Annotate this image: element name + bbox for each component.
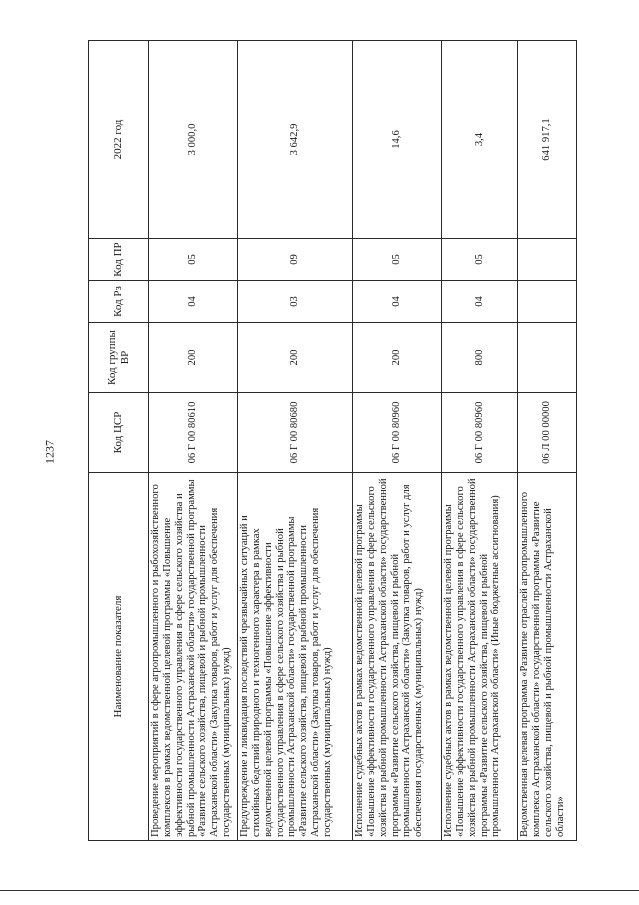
table-header-row [89, 41, 149, 841]
row-pr [518, 239, 577, 281]
table-row [238, 41, 353, 841]
row-pr: 09 [238, 239, 353, 281]
header-vr: Код группы ВР [89, 323, 149, 393]
table-row [353, 41, 442, 841]
header-pr: Код ПР [89, 239, 149, 281]
table-row [442, 41, 518, 841]
header-csr: Код ЦСР [89, 393, 149, 473]
row-pr: 05 [353, 239, 442, 281]
row-pr: 05 [442, 239, 518, 281]
row-name: Исполнение судебных актов в рамках ведомственной целевой программы «Повышение эффективности государственного управления в сфере сельского хозяйства и рыбной промышленности Астраханской области» государственной программы «Развитие сельского хозяйства, пищевой и рыбной промышленности Астраханской области» (Закупка товаров, работ и услуг для обеспечения государственных (муниципальных) нужд) [353, 473, 442, 841]
row-name: Ведомственная целевая программа «Развитие отраслей агропромышленного комплекса Астраханской области» государственной программы «Развитие сельского хозяйства, пищевой и рыбной промышленности Астраханской области» [518, 473, 577, 841]
row-rz: 03 [238, 281, 353, 323]
row-csr: 06 Л 00 00000 [518, 393, 577, 473]
budget-table-container [88, 41, 576, 841]
budget-table [88, 40, 577, 841]
row-amount: 14,6 [353, 41, 442, 239]
page-number: 1237 [42, 440, 57, 464]
row-csr: 06 Г 00 80960 [353, 393, 442, 473]
header-rz: Код Рз [89, 281, 149, 323]
row-vr: 200 [149, 323, 238, 393]
row-rz [518, 281, 577, 323]
row-amount: 3,4 [442, 41, 518, 239]
row-csr: 06 Г 00 80610 [149, 393, 238, 473]
table-row [149, 41, 238, 841]
row-amount: 641 917,1 [518, 41, 577, 239]
table-row [518, 41, 577, 841]
header-amount: 2022 год [89, 41, 149, 239]
row-pr: 05 [149, 239, 238, 281]
row-csr: 06 Г 00 80680 [238, 393, 353, 473]
row-name: Предупреждение и ликвидация последствий чрезвычайных ситуаций и стихийных бедствий природного и техногенного характера в рамках ведомственной целевой программы «Повышение эффективности государственного управления в сфере сельского хозяйства и рыбной промышленности Астраханской области» государственной программы «Развитие сельского хозяйства, пищевой и рыбной промышленности Астраханской области» (Закупка товаров, работ и услуг для обеспечения государственных (муниципальных) нужд) [238, 473, 353, 841]
header-name: Наименование показателя [89, 473, 149, 841]
row-name: Проведение мероприятий в сфере агропромышленного и рыбохозяйственного комплексов в рамках ведомственной целевой программы «Повышение эффективности государственного управления в сфере сельского хозяйства и рыбной промышленности Астраханской области» государственной программы «Развитие сельского хозяйства, пищевой и рыбной промышленности Астраханской области» (Закупка товаров, работ и услуг для обеспечения государственных (муниципальных) нужд) [149, 473, 238, 841]
bottom-rule [0, 890, 639, 891]
row-amount: 3 000,0 [149, 41, 238, 239]
row-rz: 04 [442, 281, 518, 323]
row-vr: 800 [442, 323, 518, 393]
row-amount: 3 642,9 [238, 41, 353, 239]
row-vr: 200 [353, 323, 442, 393]
row-vr [518, 323, 577, 393]
row-rz: 04 [149, 281, 238, 323]
row-name: Исполнение судебных актов в рамках ведомственной целевой программы «Повышение эффективности государственного управления в сфере сельского хозяйства и рыбной промышленности Астраханской области» государственной программы «Развитие сельского хозяйства, пищевой и рыбной промышленности Астраханской области» (Иные бюджетные ассигнования) [442, 473, 518, 841]
row-csr: 06 Г 00 80960 [442, 393, 518, 473]
row-vr: 200 [238, 323, 353, 393]
row-rz: 04 [353, 281, 442, 323]
